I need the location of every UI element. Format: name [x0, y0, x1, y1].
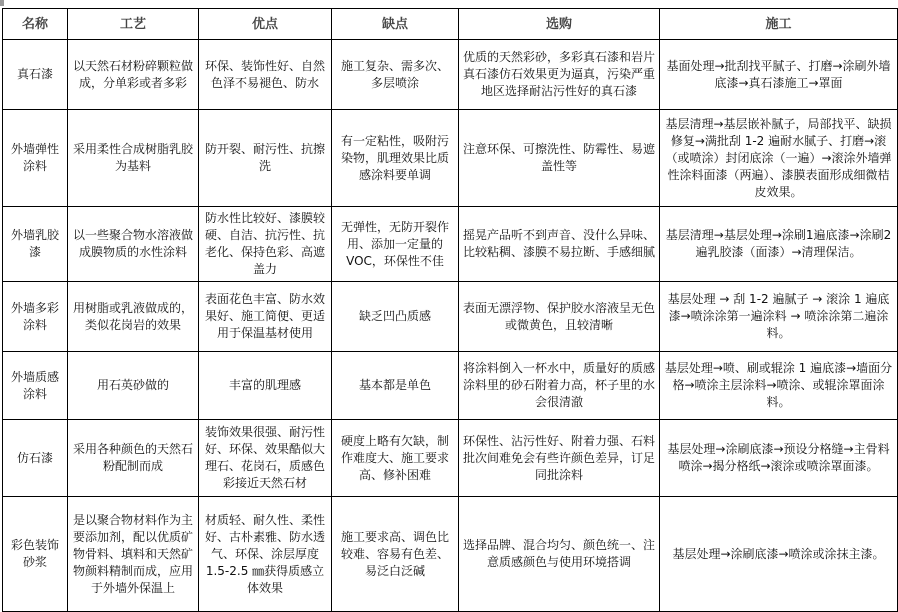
cell-pros: 防水性比较好、漆膜较硬、自洁、抗污性、抗老化、保持色彩、高遮盖力 — [199, 207, 332, 282]
cell-process: 用树脂或乳液做成的，类似花岗岩的效果 — [68, 282, 199, 352]
cell-cons: 施工复杂、需多次、多层喷涂 — [332, 40, 459, 110]
exterior-paint-comparison-table — [2, 8, 898, 612]
page-top-strip — [0, 0, 898, 8]
cell-process: 是以聚合物材料作为主要添加剂，配以优质矿物骨料、填料和天然矿物颜料精制而成，应用于外墙外保温上 — [68, 497, 199, 612]
table-row — [3, 282, 898, 352]
cell-process: 用石英砂做的 — [68, 352, 199, 420]
cell-purchase: 选择品牌、混合均匀、颜色统一、注意质感颜色与使用环境搭调 — [459, 497, 660, 612]
cell-name: 仿石漆 — [3, 420, 68, 497]
table-row — [3, 40, 898, 110]
cell-cons: 施工要求高、调色比较难、容易有色差、易泛白泛碱 — [332, 497, 459, 612]
header-process: 工艺 — [68, 9, 199, 40]
cell-process: 采用各种颜色的天然石粉配制而成 — [68, 420, 199, 497]
header-construction: 施工 — [660, 9, 898, 40]
cell-name: 真石漆 — [3, 40, 68, 110]
cell-pros: 环保、装饰性好、自然色泽不易褪色、防水 — [199, 40, 332, 110]
cell-purchase: 摇晃产品听不到声音、没什么异味、比较粘稠、漆膜不易拉断、手感细腻 — [459, 207, 660, 282]
cell-name: 外墙乳胶漆 — [3, 207, 68, 282]
cell-cons: 有一定粘性，吸附污染物，肌理效果比质感涂料要单调 — [332, 110, 459, 207]
table-row — [3, 110, 898, 207]
table-header-row — [3, 9, 898, 40]
cell-pros: 材质轻、耐久性、柔性好、古朴素雅、防水透气、环保、涂层厚度1.5-2.5 ㎜获得质感立体效果 — [199, 497, 332, 612]
cell-cons: 缺乏凹凸质感 — [332, 282, 459, 352]
cell-construction: 基层处理→涂刷底漆→预设分格缝→主骨料喷涂→揭分格纸→滚涂或喷涂罩面漆。 — [660, 420, 898, 497]
table-row — [3, 352, 898, 420]
header-pros: 优点 — [199, 9, 332, 40]
cell-purchase: 优质的天然彩砂，多彩真石漆和岩片真石漆仿石效果更为逼真，污染严重地区选择耐沾污性好的真石漆 — [459, 40, 660, 110]
cell-purchase: 注意环保、可擦洗性、防霉性、易遮盖性等 — [459, 110, 660, 207]
cell-process: 采用柔性合成树脂乳胶为基料 — [68, 110, 199, 207]
cell-construction: 基面处理→批刮找平腻子、打磨→涂刷外墙底漆→真石漆施工→罩面 — [660, 40, 898, 110]
cell-name: 外墙多彩涂料 — [3, 282, 68, 352]
cell-purchase: 将涂料倒入一杯水中，质量好的质感涂料里的砂石附着力高，杯子里的水会很清澈 — [459, 352, 660, 420]
header-cons: 缺点 — [332, 9, 459, 40]
header-name: 名称 — [3, 9, 68, 40]
cell-construction: 基层处理→涂刷底漆→喷涂或涂抹主漆。 — [660, 497, 898, 612]
corner-mark — [0, 0, 4, 6]
cell-purchase: 环保性、沾污性好、附着力强、石料批次间难免会有些许颜色差异，订足同批涂料 — [459, 420, 660, 497]
cell-construction: 基层清理→基层嵌补腻子，局部找平、缺损修复→满批刮 1-2 遍耐水腻子、打磨→滚（或喷涂）封闭底涂（一遍）→滚涂外墙弹性涂料面漆（两遍）、漆膜表面形成细微桔皮效果。 — [660, 110, 898, 207]
header-purchase: 选购 — [459, 9, 660, 40]
cell-purchase: 表面无漂浮物、保护胶水溶液呈无色或微黄色，且较清晰 — [459, 282, 660, 352]
cell-pros: 防开裂、耐污性、抗擦洗 — [199, 110, 332, 207]
cell-cons: 无弹性，无防开裂作用、添加一定量的VOC，环保性不佳 — [332, 207, 459, 282]
table-row — [3, 420, 898, 497]
cell-name: 外墙弹性涂料 — [3, 110, 68, 207]
cell-cons: 基本都是单色 — [332, 352, 459, 420]
cell-process: 以天然石材粉碎颗粒做成，分单彩或者多彩 — [68, 40, 199, 110]
cell-cons: 硬度上略有欠缺，制作难度大、施工要求高、修补困难 — [332, 420, 459, 497]
cell-pros: 装饰效果很强、耐污性好、环保、效果酷似大理石、花岗石，质感色彩接近天然石材 — [199, 420, 332, 497]
table-row — [3, 207, 898, 282]
cell-pros: 表面花色丰富、防水效果好、施工简便、更适用于保温基材使用 — [199, 282, 332, 352]
cell-process: 以一些聚合物水溶液做成膜物质的水性涂料 — [68, 207, 199, 282]
cell-construction: 基层处理 → 刮 1-2 遍腻子 → 滚涂 1 遍底漆→喷涂涂第一遍涂料 → 喷涂涂第二遍涂料。 — [660, 282, 898, 352]
cell-pros: 丰富的肌理感 — [199, 352, 332, 420]
cell-construction: 基层处理→喷、刷或辊涂 1 遍底漆→墙面分格→喷涂主层涂料→喷涂、或辊涂罩面涂料。 — [660, 352, 898, 420]
cell-name: 外墙质感涂料 — [3, 352, 68, 420]
cell-name: 彩色装饰砂浆 — [3, 497, 68, 612]
table-row — [3, 497, 898, 612]
cell-construction: 基层清理→基层处理→涂刷1遍底漆→涂刷2遍乳胶漆（面漆）→清理保洁。 — [660, 207, 898, 282]
